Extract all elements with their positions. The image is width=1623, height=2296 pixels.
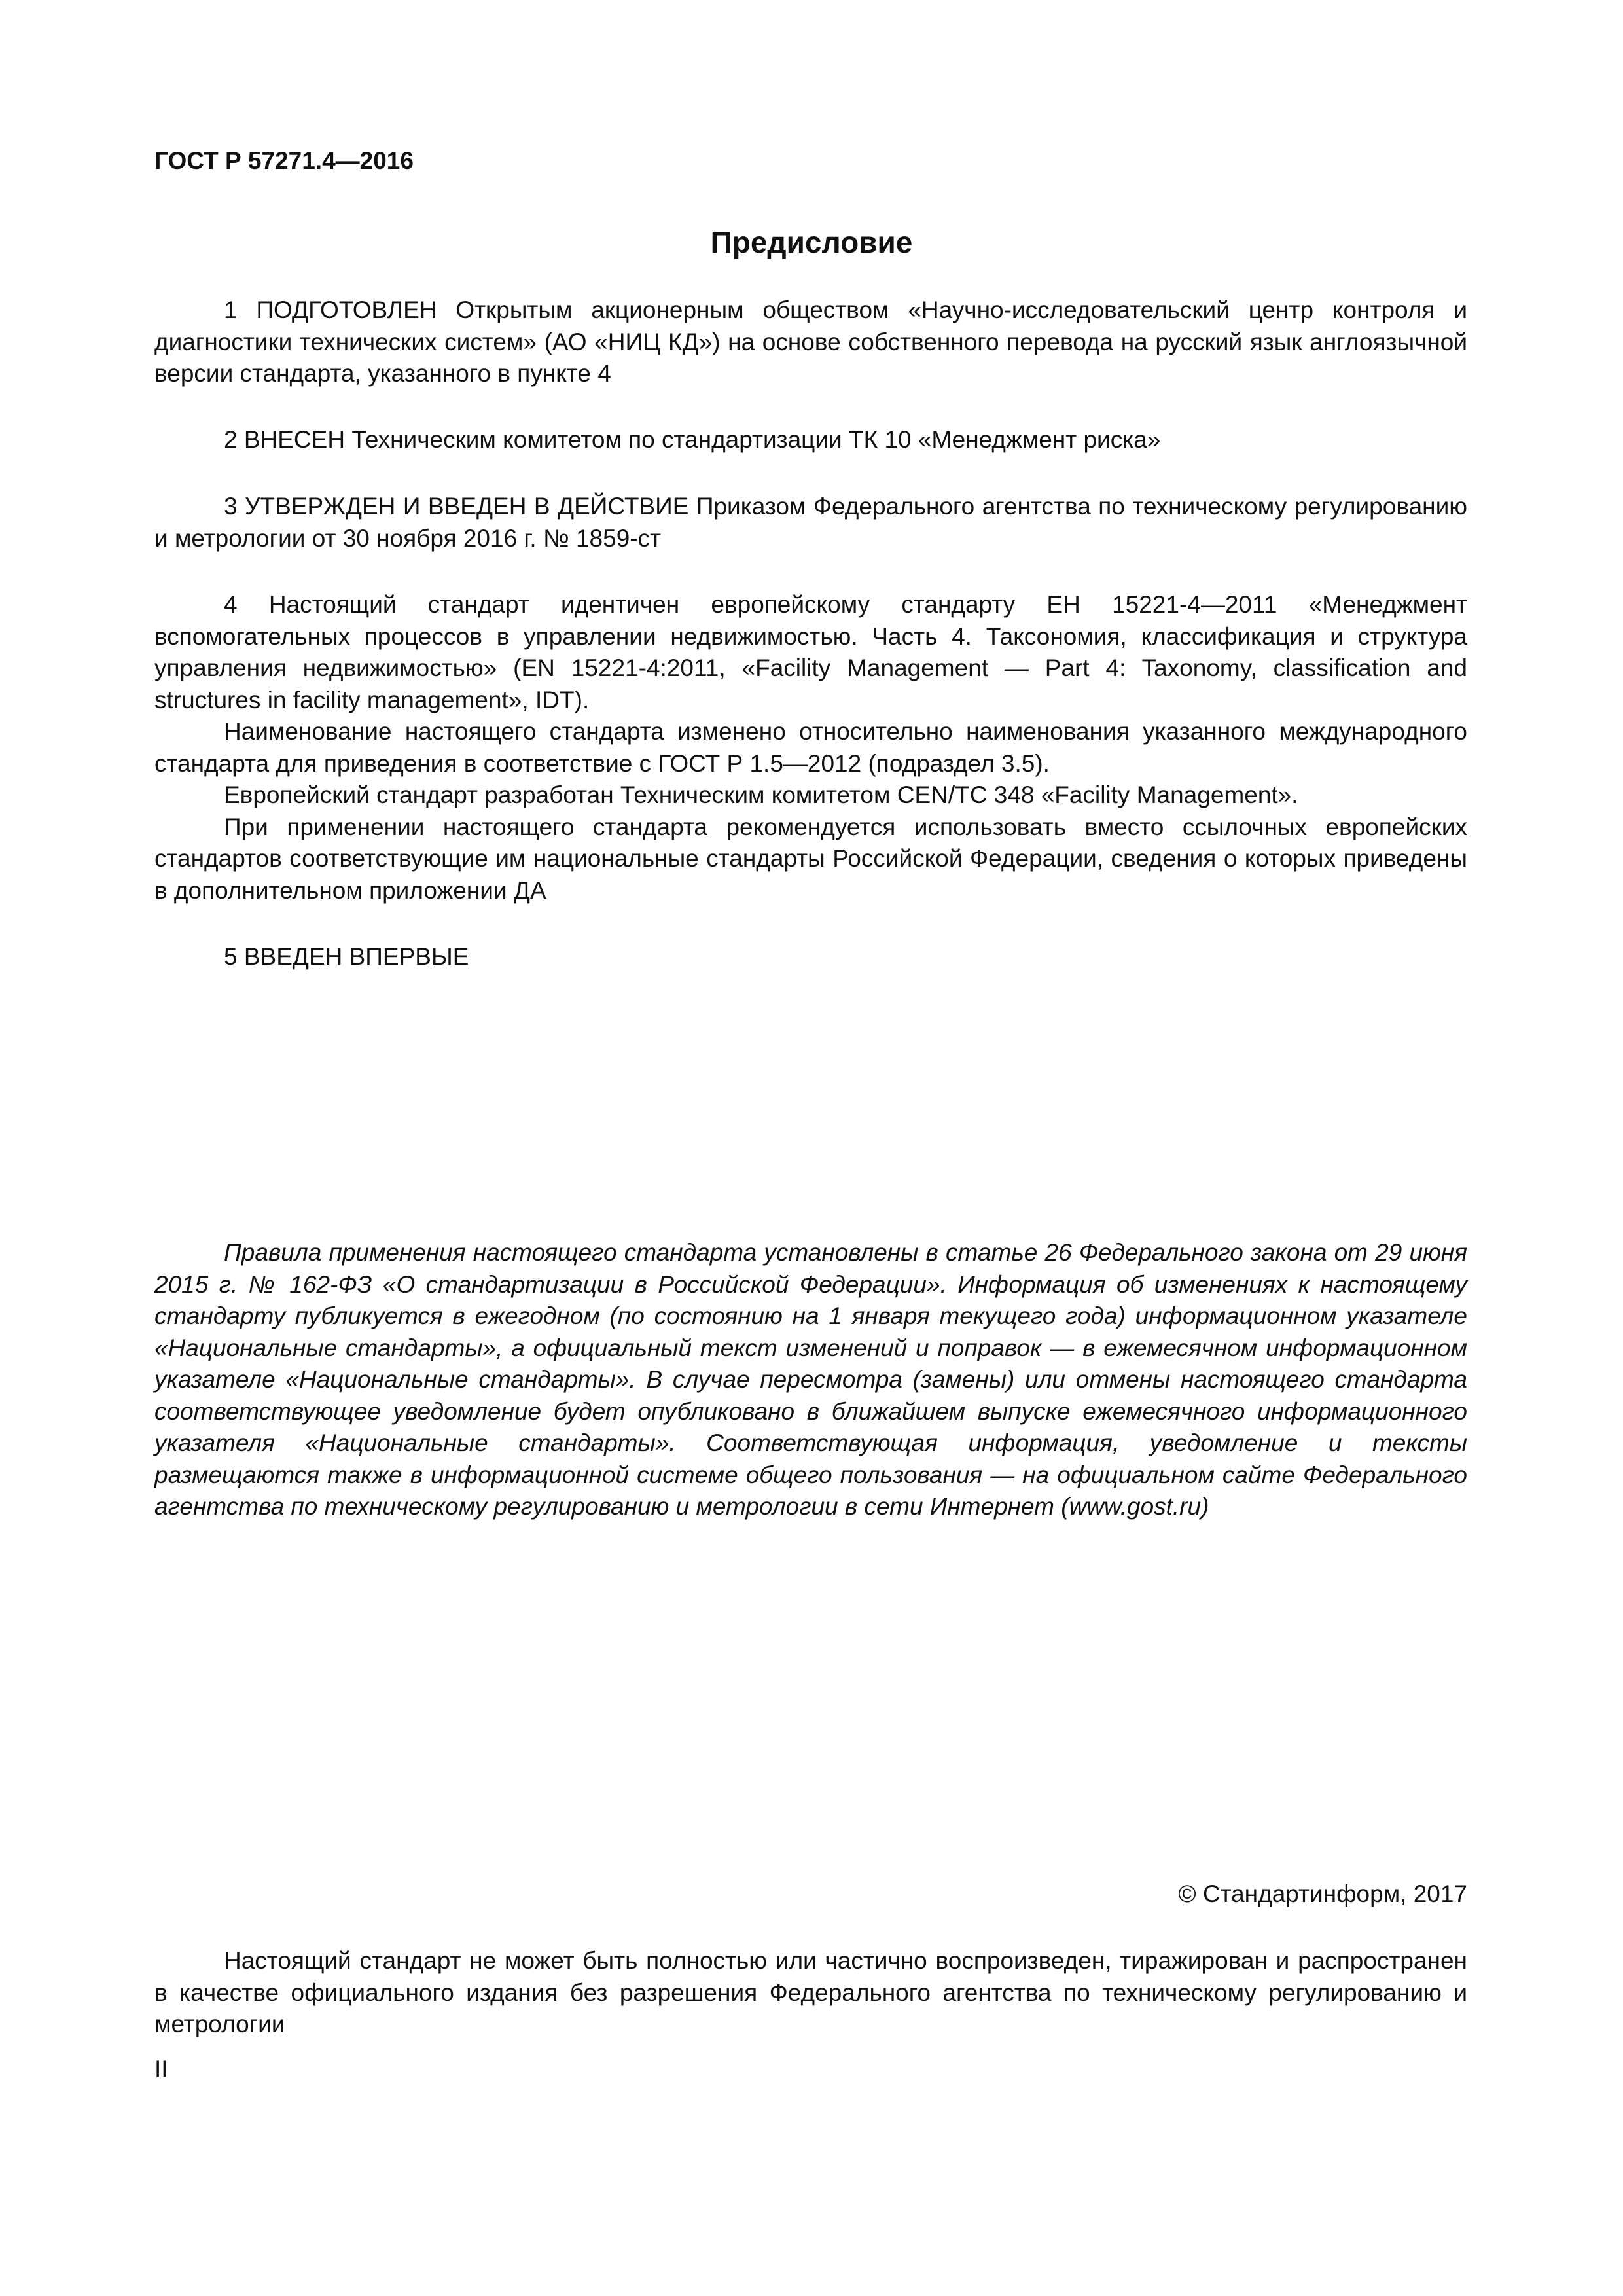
foreword-item-4-paragraph: Европейский стандарт разработан Техническим комитетом CEN/TC 348 «Facility Management».: [224, 781, 1298, 808]
application-rules-text: Правила применения настоящего стандарта установлены в статье 26 Федерального закона от 29 июня 2015 г. № 162-ФЗ «О стандартизации в Российской Федерации». Информация об изменениях к настоящему стандарту публикуется в ежегодном (по состоянию на 1 января текущего года) информационном указателе «Национальные стандарты», а официальный текст изменений и поправок — в ежемесячном информационном указателе «Национальные стандарты». В случае пересмотра (замены) или отмены настоящего стандарта соответствующее уведомление будет опубликовано в ближайшем выпуске ежемесячного информационного указателя «Национальные стандарты». Соответствующая информация, уведомление и тексты размещаются также в информационной системе общего пользования — на официальном сайте Федерального агентства по техническому регулированию и метрологии в сети Интернет (www.gost.ru): [154, 1239, 1467, 1520]
page-number: II: [154, 2056, 168, 2083]
foreword-item-1-text: 1 ПОДГОТОВЛЕН Открытым акционерным обществом «Научно-исследовательский центр контроля и диагностики технических систем» (АО «НИЦ КД») на основе собственного перевода на русский язык англоязычной версии стандарта, указанного в пункте 4: [154, 296, 1467, 387]
foreword-item-3-text: 3 УТВЕРЖДЕН И ВВЕДЕН В ДЕЙСТВИЕ Приказом Федерального агентства по техническому регулированию и метрологии от 30 ноября 2016 г. № 1859-ст: [154, 493, 1467, 552]
foreword-item-2: [154, 424, 1467, 456]
foreword-item-5: [154, 941, 1467, 973]
foreword-item-4-paragraph: Наименование настоящего стандарта изменено относительно наименования указанного международного стандарта для приведения в соответствие с ГОСТ Р 1.5—2012 (подраздел 3.5).: [154, 718, 1467, 777]
reproduction-notice-text: Настоящий стандарт не может быть полностью или частично воспроизведен, тиражирован и распространен в качестве официального издания без разрешения Федерального агентства по техническому регулированию и метрологии: [154, 1947, 1467, 2037]
foreword-item-1: [154, 295, 1467, 390]
foreword-item-3: [154, 491, 1467, 554]
application-rules-notice: [154, 1237, 1467, 1523]
foreword-item-4: [154, 589, 1467, 906]
page-title: Предисловие: [710, 225, 913, 259]
foreword-item-5-text: 5 ВВЕДЕН ВПЕРВЫЕ: [224, 943, 469, 970]
reproduction-notice: [154, 1945, 1467, 2041]
foreword-item-4-paragraph: При применении настоящего стандарта рекомендуется использовать вместо ссылочных европейских стандартов соответствующие им национальные стандарты Российской Федерации, сведения о которых приведены в дополнительном приложении ДА: [154, 813, 1467, 904]
document-code: ГОСТ Р 57271.4—2016: [154, 147, 414, 174]
copyright-line: © Стандартинформ, 2017: [1178, 1880, 1467, 1907]
foreword-item-2-text: 2 ВНЕСЕН Техническим комитетом по стандартизации ТК 10 «Менеджмент риска»: [224, 426, 1161, 453]
foreword-item-4-paragraph: 4 Настоящий стандарт идентичен европейскому стандарту ЕН 15221-4—2011 «Менеджмент вспомогательных процессов в управлении недвижимостью. Часть 4. Таксономия, классификация и структура управления недвижимостью» (EN 15221-4:2011, «Facility Management — Part 4: Taxonomy, classification and structures in facility management», IDT).: [154, 591, 1467, 713]
